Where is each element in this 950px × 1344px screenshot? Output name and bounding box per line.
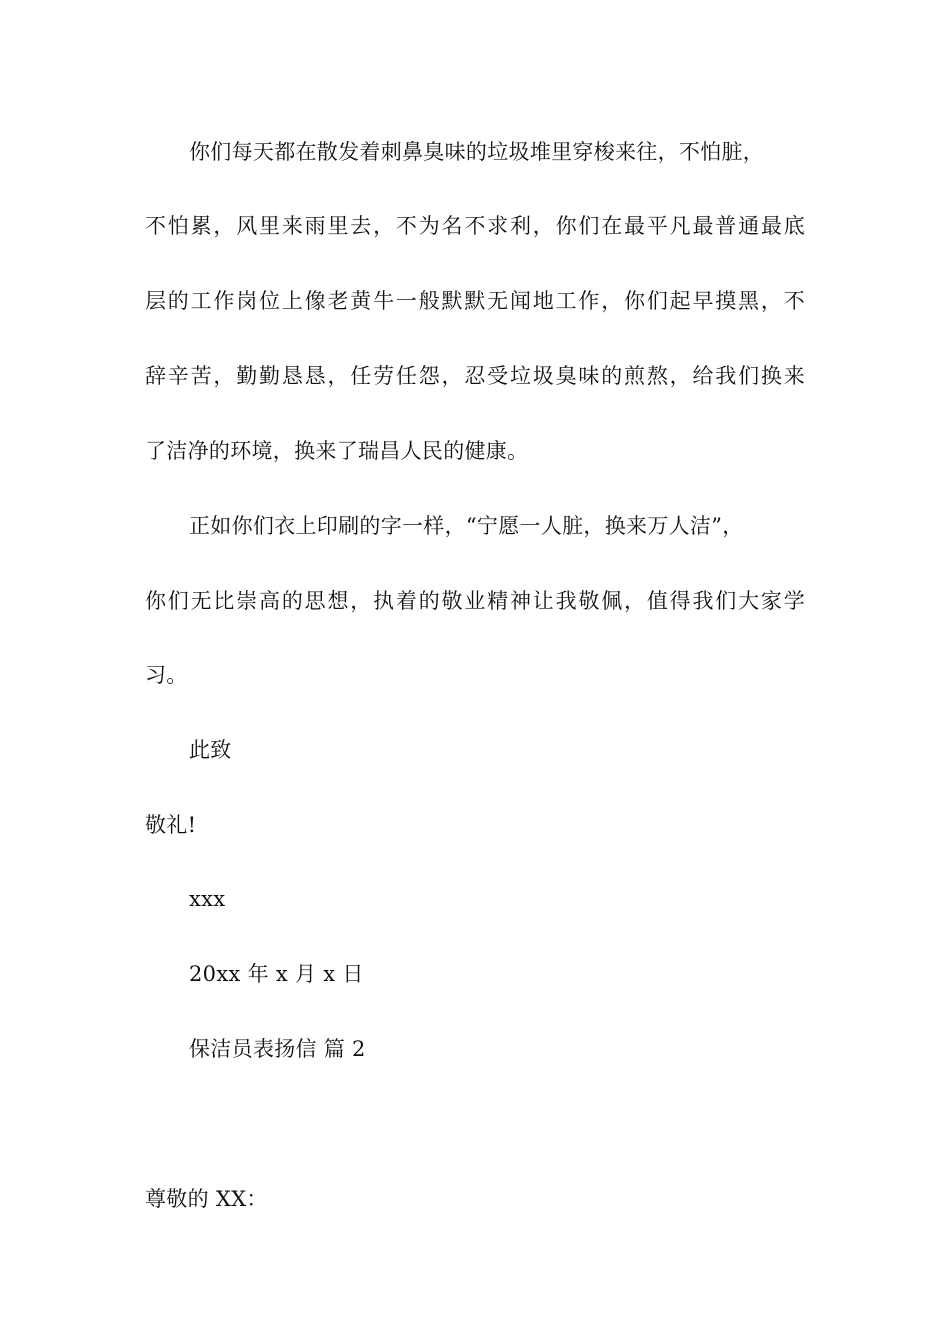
closing-regards: 敬礼! <box>145 813 197 837</box>
date: 20xx 年 x 月 x 日 <box>189 962 364 986</box>
paragraph2-line-2: 你们无比崇高的思想，执着的敬业精神让我敬佩，值得我们大家学 <box>145 589 805 613</box>
paragraph1-line-4: 辞辛苦，勤勤恳恳，任劳任怨，忍受垃圾臭味的煎熬，给我们换来 <box>145 364 805 388</box>
paragraph1-line-2: 不怕累，风里来雨里去，不为名不求利，你们在最平凡最普通最底 <box>145 214 805 238</box>
paragraph2-line-1: 正如你们衣上印刷的字一样，“宁愿一人脏，换来万人洁”， <box>189 514 744 538</box>
greeting: 尊敬的 XX： <box>145 1187 268 1211</box>
paragraph1-line-1: 你们每天都在散发着刺鼻臭味的垃圾堆里穿梭来往，不怕脏， <box>189 140 765 164</box>
paragraph1-line-5: 了洁净的环境，换来了瑞昌人民的健康。 <box>145 439 529 463</box>
closing-salutation: 此致 <box>189 738 232 762</box>
paragraph1-line-3: 层的工作岗位上像老黄牛一般默默无闻地工作，你们起早摸黑，不 <box>145 289 805 313</box>
section-heading: 保洁员表扬信 篇 2 <box>189 1037 366 1061</box>
signature: xxx <box>189 887 226 911</box>
paragraph2-line-3: 习。 <box>145 663 188 687</box>
